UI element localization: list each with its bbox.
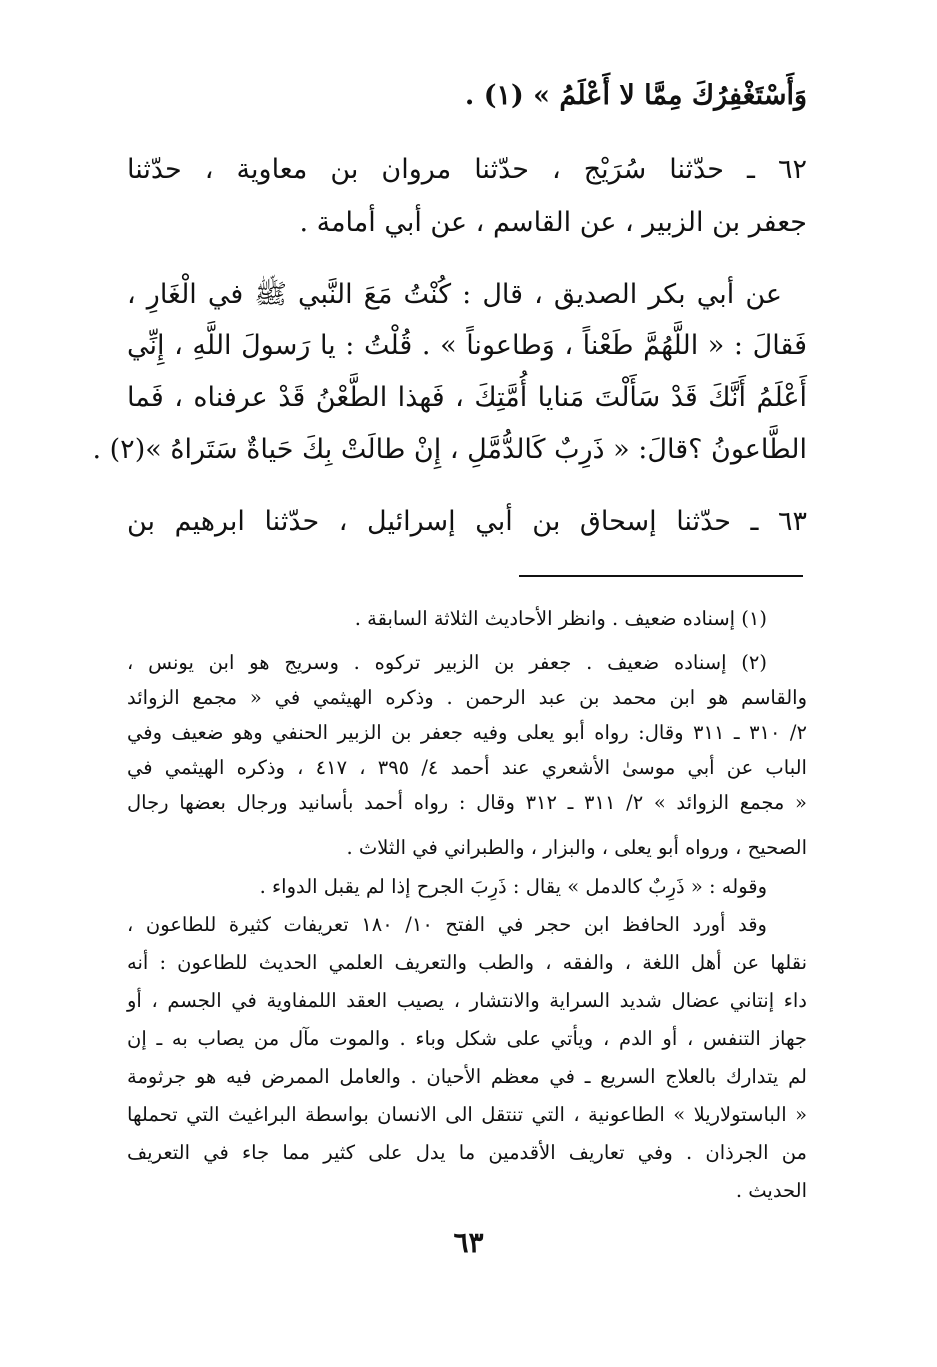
main-text-line: فَقالَ : « اللَّهُمَّ طَعْناً ، وَطاعوناً » . قُلْتُ : يا رَسولَ اللَّهِ ، إِنِّي [127,330,807,361]
footnote-line: من الجرذان . وفي تعاريف الأقدمين ما يدل على كثير مما جاء في التعريف [127,1141,807,1164]
main-text-line: ٦٢ ـ حدّثنا سُرَيْج ، حدّثنا مروان بن معاوية ، حدّثنا [127,154,807,185]
footnote-line: والقاسم هو ابن محمد بن عبد الرحمن . وذكره الهيثمي في « مجمع الزوائد [127,686,807,709]
footnote-line: الصحيح ، ورواه أبو يعلى ، والبزار ، والطبراني في الثلاث . [346,836,807,859]
footnote-line: « مجمع الزوائد » ٢/ ٣١١ ـ ٣١٢ وقال : رواه أحمد بأسانيد ورجال بعضها رجال [127,791,807,814]
page-number: ٦٣ [453,1226,484,1259]
footnote-line: (١) إسناده ضعيف . وانظر الأحاديث الثلاثة السابقة . [354,607,767,630]
main-text-line: الطَّاعونُ ؟قالَ: « ذَرِبٌ كَالدُّمَّلِ ، إِنْ طالَتْ بِكَ حَياةٌ سَتَراهُ »(٢) . [92,434,807,465]
footnote-line: ٢/ ٣١٠ ـ ٣١١ وقال: رواه أبو يعلى وفيه جعفر بن الزبير الحنفي وهو ضعيف وفي [127,721,807,744]
footnote-line: الباب عن أبي موسىٰ الأشعري عند أحمد ٤/ ٣٩٥ ، ٤١٧ ، وذكره الهيثمي في [127,756,807,779]
main-text-line: أَعْلَمُ أَنَّكَ قَدْ سَأَلْتَ مَنايا أُمَّتِكَ ، فَهذا الطَّعْنُ قَدْ عرفناه ، فَما [127,382,807,413]
footnote-line: (٢) إسناده ضعيف . جعفر بن الزبير تركوه . وسريج هو ابن يونس ، [127,651,767,674]
main-text-line: جعفر بن الزبير ، عن القاسم ، عن أبي أمامة . [299,207,807,238]
footnote-separator [519,575,803,577]
footnote-line: لم يتدارك بالعلاج السريع ـ في معظم الأحيان . والعامل الممرض فيه هو جرثومة [127,1065,807,1088]
main-text-line: وَأَسْتَغْفِرُكَ مِمَّا لا أَعْلَمُ » (١) . [464,80,807,111]
footnote-line: « الباستولاريلا » الطاعونية ، التي تنتقل الى الانسان بواسطة البراغيث التي تحملها [127,1103,807,1126]
footnote-line: وقوله : « ذَرِبٌ كالدمل » يقال : ذَرِبَ الجرح إذا لم يقبل الدواء . [259,875,767,898]
footnote-line: الحديث . [735,1179,807,1202]
main-text-line: عن أبي بكر الصديق ، قال : كُنْتُ مَعَ النَّبي ﷺ في الْغَارِ ، [127,279,782,310]
footnote-line: داء إنتاني عضال شديد السراية والانتشار ، يصيب العقد اللمفاوية في الجسم ، أو [127,989,807,1012]
footnote-line: وقد أورد الحافظ ابن حجر في الفتح ١٠/ ١٨٠ تعريفات كثيرة للطاعون ، [127,913,767,936]
main-text-line: ٦٣ ـ حدّثنا إسحاق بن أبي إسرائيل ، حدّثنا ابرهيم بن [127,506,807,537]
footnote-line: نقلها عن أهل اللغة ، والفقه ، والطب والتعريف العلمي الحديث للطاعون : أنه [127,951,807,974]
footnote-line: جهاز التنفس ، أو الدم ، ويأتي على شكل وباء . والموت مآل من يصاب به ـ إن [127,1027,807,1050]
